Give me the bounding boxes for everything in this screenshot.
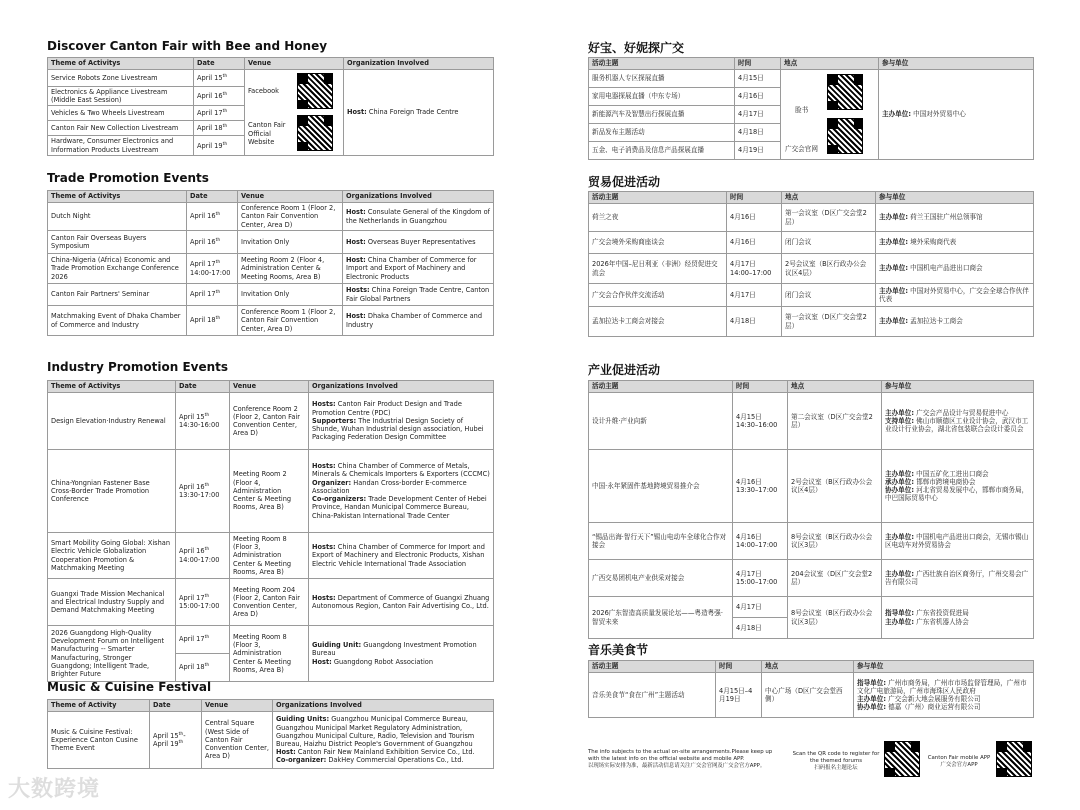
forum-caption-cn: 扫码报名主题论坛: [814, 765, 858, 771]
organization-cell: 主办单位: 中国对外贸易中心，广交会全球合作伙伴代表: [876, 284, 1034, 307]
activity-date: 4月16日 13:30–17:00: [733, 450, 788, 523]
venue-facebook: 脸书: [795, 105, 809, 114]
activity-date: 4月17日: [727, 284, 782, 307]
footer-forum-caption: [790, 751, 882, 772]
app-caption-cn: 广交会官方APP: [940, 762, 978, 768]
activity-theme: 新能源汽车及智慧出行探展直播: [589, 106, 735, 124]
table-row: [589, 307, 1034, 337]
table-row: [48, 626, 494, 654]
cn-bee-table: [588, 57, 1034, 160]
activity-venue: 中心广场（D区广交会堂西侧）: [762, 673, 854, 718]
col-header: 地点: [781, 58, 879, 70]
col-header: 活动主题: [589, 192, 727, 204]
col-header: 参与单位: [876, 192, 1034, 204]
organization-cell: Guiding Unit: Guangdong Investment Promotion Bureau Host: Guangdong Robot Association: [309, 626, 494, 682]
app-qr-code[interactable]: [996, 741, 1032, 777]
organization-cell: Host: Consulate General of the Kingdom of the Netherlands in Guangzhou: [343, 203, 494, 231]
trade-section-title: Trade Promotion Events: [47, 171, 209, 185]
table-row: [48, 393, 494, 450]
activity-date: 4月16日: [735, 88, 781, 106]
venue-website: Canton Fair Official Website: [248, 121, 286, 146]
col-header: 活动主题: [589, 58, 735, 70]
cn-music-section-title: 音乐美食节: [588, 643, 649, 657]
table-row: [589, 450, 1034, 523]
table-header-row: [48, 58, 494, 70]
activity-date: April 18th: [187, 306, 238, 336]
activity-theme: Canton Fair Overseas Buyers Symposium: [48, 231, 187, 254]
organization-cell: Hosts: China Chamber of Commerce for Import and Export of Machinery and Electronic Products, Xishan Electric Vehicle International Trade Association: [309, 533, 494, 579]
table-row: [48, 254, 494, 284]
table-row: [48, 70, 494, 87]
table-row: [589, 70, 1034, 88]
activity-date: 4月18日: [733, 618, 788, 639]
activity-date: April 16th: [187, 231, 238, 254]
col-header: 时间: [733, 381, 788, 393]
table-row: [48, 306, 494, 336]
website-qr-code[interactable]: [827, 118, 863, 154]
activity-date: 4月15日–4月19日: [716, 673, 762, 718]
bee-table: [47, 57, 494, 156]
activity-theme: 广交会境外采购商座谈会: [589, 232, 727, 254]
col-header: Theme of Activitys: [48, 58, 194, 70]
activity-theme: Design Elevation·Industry Renewal: [48, 393, 176, 450]
organization-cell: 主办单位: 中国五矿化工进出口商会 承办单位: 邯郸市跨境电商协会 协办单位: 河北省贸易发展中心，邯郸市商务局，中巴国际贸易中心: [882, 450, 1034, 523]
footer-note-cn: 以现场实际安排为准，最新活动信息请关注广交会官网及广交会官方APP。: [588, 763, 766, 769]
col-header: 参与单位: [854, 661, 1034, 673]
table-row: [589, 560, 1034, 597]
activity-date: April 17th: [187, 284, 238, 306]
cn-trade-rows: [589, 204, 1034, 337]
table-header-row: [589, 192, 1034, 204]
table-header-row: [589, 661, 1034, 673]
organization-cell: Guiding Units: Guangzhou Municipal Commerce Bureau, Guangzhou Municipal Market Regulatory Administration, Guangzhou Municipal Culture, Radio, Television and Tourism Bureau, Haizhu District People's Government of Guangzhou Host: Canton Fair New Mainland Exhibition Service Co., Ltd. Co-organizer: DakHey Commercial Operations Co., Ltd.: [273, 712, 494, 769]
footer-app-caption: [924, 755, 994, 769]
col-header: Venue: [245, 58, 344, 70]
industry-section-title: Industry Promotion Events: [47, 360, 229, 374]
table-row: [589, 393, 1034, 450]
col-header: 参与单位: [882, 381, 1034, 393]
cn-bee-section-title: 好宝、好妮探广交: [588, 41, 685, 55]
industry-table: [47, 380, 494, 682]
table-row: [589, 673, 1034, 718]
organization-cell: Hosts: Canton Fair Product Design and Trade Promotion Centre (PDC) Supporters: The Industrial Design Society of Shunde, Wuhan Industrial design association, Hubei Packaging Federation Design Committee: [309, 393, 494, 450]
table-header-row: [589, 58, 1034, 70]
table-row: [48, 533, 494, 579]
activity-date: 4月18日: [727, 307, 782, 337]
organization-cell: 主办单位: 荷兰王国驻广州总领事馆: [876, 204, 1034, 232]
activity-venue: Conference Room 2 (Floor 2, Canton Fair Convention Center, Area D): [230, 393, 309, 450]
activity-venue: Meeting Room 8 (Floor 3, Administration Center & Meeting Rooms, Area B): [230, 533, 309, 579]
activity-theme: 新品发布主题活动: [589, 124, 735, 142]
website-qr-code[interactable]: [297, 115, 333, 151]
activity-theme: 2026 Guangdong High-Quality Development Forum on Intelligent Manufacturing -- Smarter Manufacturing, Stronger Guangdong; Intelligent Trade, Brighter Future: [48, 626, 176, 682]
activity-theme: Matchmaking Event of Dhaka Chamber of Commerce and Industry: [48, 306, 187, 336]
activity-venue: Meeting Room 8 (Floor 3, Administration Center & Meeting Rooms, Area B): [230, 626, 309, 682]
organization-cell: Hosts: Department of Commerce of Guangxi Zhuang Autonomous Region, Canton Fair Advertising Co., Ltd.: [309, 579, 494, 626]
activity-venue: Conference Room 1 (Floor 2, Canton Fair Convention Center, Area D): [238, 306, 343, 336]
table-row: [48, 284, 494, 306]
organization-cell: Hosts: China Chamber of Commerce of Metals, Minerals & Chemicals Importers & Exporters (CCCMC) Organizer: Handan Cross-border E-commerce Association Co-organizers: Trade Development Center of Hebei Province, Handan Municipal Commerce Bureau, China-Pakistan International Trade Center: [309, 450, 494, 533]
venue-website: 广交会官网: [785, 144, 818, 153]
activity-date: April 16th: [187, 203, 238, 231]
activity-venue: 8号会议室（B区行政办公会议区3层）: [788, 597, 882, 639]
col-header: 时间: [727, 192, 782, 204]
activity-date: April 15th- April 19th: [150, 712, 202, 769]
organization-cell: Host: Overseas Buyer Representatives: [343, 231, 494, 254]
activity-date: April 19th: [194, 136, 245, 155]
facebook-qr-code[interactable]: [827, 74, 863, 110]
table-row: [48, 450, 494, 533]
organization-cell: 主办单位: 中国机电产品进出口商会: [876, 254, 1034, 284]
activity-date: 4月17日: [735, 106, 781, 124]
activity-theme: Dutch Night: [48, 203, 187, 231]
activity-theme: 音乐美食节“食在广州”主题活动: [589, 673, 716, 718]
activity-venue: Meeting Room 2 (Floor 4, Administration Center & Meeting Rooms, Area B): [238, 254, 343, 284]
activity-venue: 第二会议室（D区广交会堂2层）: [788, 393, 882, 450]
col-header: Theme of Activitys: [48, 381, 176, 393]
col-header: Organization Involved: [344, 58, 494, 70]
activity-venue: Meeting Room 2 (Floor 4, Administration Center & Meeting Rooms, Area B): [230, 450, 309, 533]
activity-theme: “锡品出海·智行天下”锡山电动车全球化合作对接会: [589, 523, 733, 560]
activity-venue: Conference Room 1 (Floor 2, Canton Fair Convention Center, Area D): [238, 203, 343, 231]
venue-facebook: Facebook: [248, 87, 279, 96]
activity-date: 4月16日 14:00–17:00: [733, 523, 788, 560]
organization-cell: Hosts: China Foreign Trade Centre, Canton Fair Global Partners: [343, 284, 494, 306]
col-header: 地点: [782, 192, 876, 204]
activity-date: April 15th 14:30-16:00: [176, 393, 230, 450]
activity-theme: Hardware, Consumer Electronics and Information Products Livestream: [48, 136, 194, 155]
forum-caption-en: Scan the QR code to register for the themed forums: [792, 751, 880, 764]
table-row: [48, 579, 494, 626]
col-header: 地点: [762, 661, 854, 673]
activity-theme: 2026年中国–尼日利亚（非洲）经贸促进交流会: [589, 254, 727, 284]
activity-venue: 闭门会议: [782, 284, 876, 307]
activity-date: 4月15日 14:30–16:00: [733, 393, 788, 450]
cn-trade-table: [588, 191, 1034, 337]
activity-theme: China-Nigeria (Africa) Economic and Trade Promotion Exchange Conference 2026: [48, 254, 187, 284]
cn-industry-table: [588, 380, 1034, 639]
music-section-title: Music & Cuisine Festival: [47, 680, 212, 694]
organization-cell: 主办单位: 中国机电产品进出口商会，无锡市锡山区电动车对外贸易协会: [882, 523, 1034, 560]
forum-qr-code[interactable]: [884, 741, 920, 777]
col-header: 参与单位: [879, 58, 1034, 70]
table-header-row: [48, 381, 494, 393]
venue-cell: [245, 70, 344, 156]
footer-note-en: The info subjects to the actual on-site arrangements.Please keep up with the latest info on the official website and mobile APP.: [588, 749, 773, 762]
table-row: [589, 523, 1034, 560]
col-header: Date: [176, 381, 230, 393]
col-header: Theme of Activitys: [48, 191, 187, 203]
col-header: 活动主题: [589, 381, 733, 393]
activity-date: 4月15日: [735, 70, 781, 88]
activity-date: April 16th: [194, 87, 245, 106]
activity-theme: 孟加拉达卡工商会对接会: [589, 307, 727, 337]
table-row: [589, 232, 1034, 254]
cn-trade-section-title: 贸易促进活动: [588, 175, 661, 189]
table-row: [589, 254, 1034, 284]
col-header: Venue: [230, 381, 309, 393]
col-header: Venue: [202, 700, 273, 712]
activity-venue: 2号会议室（B区行政办公会议区4层）: [788, 450, 882, 523]
activity-theme: Canton Fair New Collection Livestream: [48, 121, 194, 136]
table-row: [589, 284, 1034, 307]
activity-venue: 8号会议室（B区行政办公会议区3层）: [788, 523, 882, 560]
activity-theme: 中国·永年紧固件基地跨境贸易推介会: [589, 450, 733, 523]
activity-date: 4月16日: [727, 204, 782, 232]
music-table: [47, 699, 494, 769]
organization-cell: 主办单位: 广西壮族自治区商务厅，广州交易会广告有限公司: [882, 560, 1034, 597]
organization-cell: 指导单位: 广东省投资促进局 主办单位: 广东省机器人协会: [882, 597, 1034, 639]
activity-venue: Invitation Only: [238, 284, 343, 306]
industry-rows: [48, 393, 494, 626]
activity-date: April 16th 13:30-17:00: [176, 450, 230, 533]
activity-date: 4月16日: [727, 232, 782, 254]
col-header: 地点: [788, 381, 882, 393]
col-header: Theme of Activity: [48, 700, 150, 712]
table-row: [589, 597, 1034, 618]
table-header-row: [48, 191, 494, 203]
table-header-row: [48, 700, 494, 712]
facebook-qr-code[interactable]: [297, 73, 333, 109]
activity-theme: Smart Mobility Going Global: Xishan Electric Vehicle Globalization Cooperation Promotion & Matchmaking Meeting: [48, 533, 176, 579]
activity-date: April 17th 14:00-17:00: [187, 254, 238, 284]
activity-theme: 设计升维·产业向新: [589, 393, 733, 450]
organization-cell: Host: China Chamber of Commerce for Import and Export of Machinery and Electronic Products: [343, 254, 494, 284]
table-row: [589, 204, 1034, 232]
activity-theme: China-Yongnian Fastener Base Cross-Border Trade Promotion Conference: [48, 450, 176, 533]
organization-cell: Host: Dhaka Chamber of Commerce and Industry: [343, 306, 494, 336]
activity-theme: 五金、电子消费品及信息产品探展直播: [589, 142, 735, 160]
activity-theme: Service Robots Zone Livestream: [48, 70, 194, 87]
trade-table: [47, 190, 494, 336]
activity-date: 4月19日: [735, 142, 781, 160]
organization-cell: 主办单位: 广交会产品设计与贸易促进中心 支持单位: 佛山市顺德区工业设计协会，武汉市工业设计行业协会，湖北省包装联合会设计委员会: [882, 393, 1034, 450]
organization-cell: 主办单位: 境外采购商代表: [876, 232, 1034, 254]
activity-theme: 2026广东智造高质量发展论坛——粤造粤强·智贸未来: [589, 597, 733, 639]
activity-venue: Invitation Only: [238, 231, 343, 254]
col-header: Date: [187, 191, 238, 203]
col-header: Organizations Involved: [309, 381, 494, 393]
col-header: 时间: [735, 58, 781, 70]
activity-theme: 广西交易团机电产业供采对接会: [589, 560, 733, 597]
activity-theme: 广交会合作伙伴交流活动: [589, 284, 727, 307]
footer-note: [588, 749, 784, 770]
table-row: [48, 203, 494, 231]
venue-cell: [781, 70, 879, 160]
app-caption-en: Canton Fair mobile APP: [927, 755, 991, 761]
activity-venue: 204会议室（D区广交会堂2层）: [788, 560, 882, 597]
activity-venue: Meeting Room 204 (Floor 2, Canton Fair Convention Center, Area D): [230, 579, 309, 626]
watermark-logo: [8, 772, 100, 803]
activity-date: 4月17日: [733, 597, 788, 618]
activity-venue: 第一会议室（D区广交会堂2层）: [782, 204, 876, 232]
activity-theme: Electronics & Appliance Livestream (Middle East Session): [48, 87, 194, 106]
table-row: [48, 231, 494, 254]
activity-theme: Guangxi Trade Mission Mechanical and Electrical Industry Supply and Demand Matchmaking Meeting: [48, 579, 176, 626]
col-header: 活动主题: [589, 661, 716, 673]
activity-venue: 2号会议室（B区行政办公会议区4层）: [782, 254, 876, 284]
cn-music-table: [588, 660, 1034, 718]
col-header: Organizations Involved: [343, 191, 494, 203]
col-header: Date: [194, 58, 245, 70]
activity-date: April 16th 14:00-17:00: [176, 533, 230, 579]
organization-cell: 指导单位: 广州市商务局，广州市市场监督管理局，广州市文化广电旅游局，广州市海珠区人民政府 主办单位: 广交会新大地会展服务有限公司 协办单位: 德嘉（广州）商业运营有限公司: [854, 673, 1034, 718]
activity-date: April 18th: [176, 654, 230, 682]
activity-theme: Music & Cuisine Festival: Experience Canton Cusine Theme Event: [48, 712, 150, 769]
activity-date: 4月17日 15:00–17:00: [733, 560, 788, 597]
activity-theme: 家用电器探展直播（中东专场）: [589, 88, 735, 106]
activity-theme: 服务机器人专区探展直播: [589, 70, 735, 88]
cn-industry-rows: [589, 393, 1034, 597]
col-header: Venue: [238, 191, 343, 203]
activity-date: 4月18日: [735, 124, 781, 142]
table-row: [48, 712, 494, 769]
activity-date: 4月17日 14:00–17:00: [727, 254, 782, 284]
activity-venue: 闭门会议: [782, 232, 876, 254]
organization-cell: Host: China Foreign Trade Centre: [344, 70, 494, 156]
activity-theme: Canton Fair Partners' Seminar: [48, 284, 187, 306]
activity-date: April 17th: [176, 626, 230, 654]
table-header-row: [589, 381, 1034, 393]
activity-date: April 17th: [194, 106, 245, 121]
activity-date: April 18th: [194, 121, 245, 136]
cn-industry-section-title: 产业促进活动: [588, 363, 661, 377]
col-header: Organizations Involved: [273, 700, 494, 712]
bee-section-title: Discover Canton Fair with Bee and Honey: [47, 39, 328, 53]
organization-cell: 主办单位: 孟加拉达卡工商会: [876, 307, 1034, 337]
watermark-text: 大数跨境: [8, 777, 101, 802]
activity-theme: Vehicles & Two Wheels Livestream: [48, 106, 194, 121]
activity-venue: 第一会议室（D区广交会堂2层）: [782, 307, 876, 337]
activity-venue: Central Square (West Side of Canton Fair Convention Center, Area D): [202, 712, 273, 769]
activity-date: April 17th 15:00-17:00: [176, 579, 230, 626]
activity-theme: 荷兰之夜: [589, 204, 727, 232]
activity-date: April 15th: [194, 70, 245, 87]
col-header: 时间: [716, 661, 762, 673]
col-header: Date: [150, 700, 202, 712]
organization-cell: 主办单位: 中国对外贸易中心: [879, 70, 1034, 160]
